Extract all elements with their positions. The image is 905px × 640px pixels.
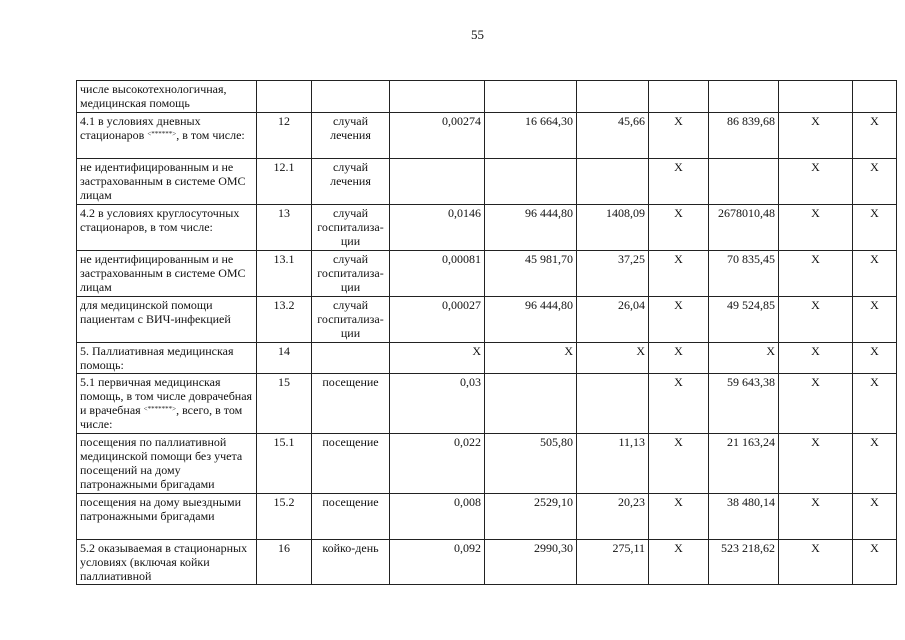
cell-per-capita bbox=[577, 81, 649, 113]
cell-unit-cost: 505,80 bbox=[485, 434, 577, 494]
cell-norm: 0,00081 bbox=[390, 251, 485, 297]
cell-mark bbox=[779, 81, 853, 113]
cell-per-capita: 1408,09 bbox=[577, 205, 649, 251]
cell-mark: Х bbox=[853, 434, 897, 494]
cell-unit-cost: 45 981,70 bbox=[485, 251, 577, 297]
cell-row-number: 15 bbox=[257, 374, 312, 434]
cell-unit-cost: 16 664,30 bbox=[485, 113, 577, 159]
cell-norm bbox=[390, 159, 485, 205]
cell-name: 4.2 в условиях круглосуточных стационаров, в том числе: bbox=[77, 205, 257, 251]
cell-mark: Х bbox=[779, 251, 853, 297]
cell-row-number: 13.2 bbox=[257, 297, 312, 343]
cell-total: 21 163,24 bbox=[709, 434, 779, 494]
cell-unit-cost: 2990,30 bbox=[485, 540, 577, 585]
table-row bbox=[77, 494, 897, 540]
cell-mark: Х bbox=[853, 343, 897, 374]
cell-mark: Х bbox=[853, 494, 897, 540]
cell-unit-cost: 96 444,80 bbox=[485, 205, 577, 251]
cell-norm: 0,022 bbox=[390, 434, 485, 494]
cell-name: числе высокотехнологичная, медицинская помощь bbox=[77, 81, 257, 113]
cell-row-number: 13.1 bbox=[257, 251, 312, 297]
table-row bbox=[77, 297, 897, 343]
cell-mark: Х bbox=[853, 374, 897, 434]
cell-mark: Х bbox=[649, 434, 709, 494]
table-row bbox=[77, 81, 897, 113]
cell-unit: случай лечения bbox=[312, 159, 390, 205]
cell-norm: 0,092 bbox=[390, 540, 485, 585]
cell-total bbox=[709, 81, 779, 113]
cell-name: не идентифицированным и не застрахованным в системе ОМС лицам bbox=[77, 159, 257, 205]
cell-mark: Х bbox=[853, 297, 897, 343]
cell-unit-cost: 2529,10 bbox=[485, 494, 577, 540]
cell-norm: 0,0146 bbox=[390, 205, 485, 251]
cell-mark: Х bbox=[779, 159, 853, 205]
cell-per-capita: Х bbox=[577, 343, 649, 374]
cell-per-capita: 26,04 bbox=[577, 297, 649, 343]
table-row bbox=[77, 374, 897, 434]
cell-unit-cost: 96 444,80 bbox=[485, 297, 577, 343]
cell-name: 4.1 в условиях дневных стационаров <******>, в том числе: bbox=[77, 113, 257, 159]
cell-mark: Х bbox=[649, 494, 709, 540]
cell-unit-cost bbox=[485, 159, 577, 205]
cell-unit-cost bbox=[485, 81, 577, 113]
cell-mark: Х bbox=[779, 540, 853, 585]
cell-mark: Х bbox=[779, 374, 853, 434]
cell-mark: Х bbox=[779, 297, 853, 343]
cell-unit: случай госпитализа-ции bbox=[312, 251, 390, 297]
cell-total: 38 480,14 bbox=[709, 494, 779, 540]
cell-per-capita: 11,13 bbox=[577, 434, 649, 494]
cell-name: посещения по паллиативной медицинской помощи без учета посещений на дому патронажными бригадами bbox=[77, 434, 257, 494]
cell-mark: Х bbox=[853, 540, 897, 585]
cell-total: 86 839,68 bbox=[709, 113, 779, 159]
cell-unit bbox=[312, 343, 390, 374]
cell-mark: Х bbox=[853, 251, 897, 297]
table-row bbox=[77, 251, 897, 297]
cell-total: 523 218,62 bbox=[709, 540, 779, 585]
table-row bbox=[77, 159, 897, 205]
cell-unit: посещение bbox=[312, 434, 390, 494]
cell-norm: Х bbox=[390, 343, 485, 374]
cell-mark: Х bbox=[779, 434, 853, 494]
cell-total bbox=[709, 159, 779, 205]
cell-mark: Х bbox=[649, 251, 709, 297]
table-row bbox=[77, 434, 897, 494]
cell-mark: Х bbox=[853, 113, 897, 159]
cell-unit: посещение bbox=[312, 374, 390, 434]
cell-row-number: 14 bbox=[257, 343, 312, 374]
table-body bbox=[77, 81, 897, 585]
cell-mark: Х bbox=[649, 159, 709, 205]
cell-unit: случай госпитализа-ции bbox=[312, 205, 390, 251]
cell-row-number: 16 bbox=[257, 540, 312, 585]
cell-per-capita: 45,66 bbox=[577, 113, 649, 159]
cell-row-number: 15.1 bbox=[257, 434, 312, 494]
cell-mark: Х bbox=[649, 113, 709, 159]
cell-norm: 0,03 bbox=[390, 374, 485, 434]
cell-unit-cost: Х bbox=[485, 343, 577, 374]
cell-mark: Х bbox=[779, 343, 853, 374]
cell-mark: Х bbox=[649, 374, 709, 434]
cell-row-number: 13 bbox=[257, 205, 312, 251]
cell-norm: 0,00274 bbox=[390, 113, 485, 159]
cell-per-capita: 20,23 bbox=[577, 494, 649, 540]
cell-unit bbox=[312, 81, 390, 113]
cell-total: 70 835,45 bbox=[709, 251, 779, 297]
table-row bbox=[77, 205, 897, 251]
cell-mark: Х bbox=[649, 297, 709, 343]
cell-mark bbox=[853, 81, 897, 113]
cell-mark: Х bbox=[649, 343, 709, 374]
cell-unit: случай лечения bbox=[312, 113, 390, 159]
cell-row-number: 15.2 bbox=[257, 494, 312, 540]
cell-name: посещения на дому выездными патронажными бригадами bbox=[77, 494, 257, 540]
cell-per-capita bbox=[577, 374, 649, 434]
cell-mark: Х bbox=[779, 113, 853, 159]
cell-mark: Х bbox=[779, 205, 853, 251]
cell-name: для медицинской помощи пациентам с ВИЧ-инфекцией bbox=[77, 297, 257, 343]
cell-mark: Х bbox=[649, 205, 709, 251]
cell-total: 2678010,48 bbox=[709, 205, 779, 251]
cell-mark: Х bbox=[649, 540, 709, 585]
cell-total: 49 524,85 bbox=[709, 297, 779, 343]
cell-mark bbox=[649, 81, 709, 113]
page-number: 55 bbox=[471, 27, 484, 42]
cell-unit: случай госпитализа-ции bbox=[312, 297, 390, 343]
cell-unit-cost bbox=[485, 374, 577, 434]
cell-name: не идентифицированным и не застрахованным в системе ОМС лицам bbox=[77, 251, 257, 297]
cell-row-number: 12.1 bbox=[257, 159, 312, 205]
table-row bbox=[77, 343, 897, 374]
cell-name: 5.1 первичная медицинская помощь, в том числе доврачебная и врачебная <*******>, всего, в том числе: bbox=[77, 374, 257, 434]
cell-norm bbox=[390, 81, 485, 113]
tariff-table bbox=[76, 80, 897, 585]
cell-name: 5.2 оказываемая в стационарных условиях (включая койки паллиативной bbox=[77, 540, 257, 585]
table-row bbox=[77, 113, 897, 159]
cell-mark: Х bbox=[853, 205, 897, 251]
cell-name: 5. Паллиативная медицинская помощь: bbox=[77, 343, 257, 374]
cell-norm: 0,00027 bbox=[390, 297, 485, 343]
table-row bbox=[77, 540, 897, 585]
cell-norm: 0,008 bbox=[390, 494, 485, 540]
cell-total: Х bbox=[709, 343, 779, 374]
cell-mark: Х bbox=[779, 494, 853, 540]
cell-per-capita: 37,25 bbox=[577, 251, 649, 297]
cell-total: 59 643,38 bbox=[709, 374, 779, 434]
cell-unit: койко-день bbox=[312, 540, 390, 585]
cell-row-number: 12 bbox=[257, 113, 312, 159]
cell-unit: посещение bbox=[312, 494, 390, 540]
cell-per-capita bbox=[577, 159, 649, 205]
cell-per-capita: 275,11 bbox=[577, 540, 649, 585]
cell-row-number bbox=[257, 81, 312, 113]
cell-mark: Х bbox=[853, 159, 897, 205]
